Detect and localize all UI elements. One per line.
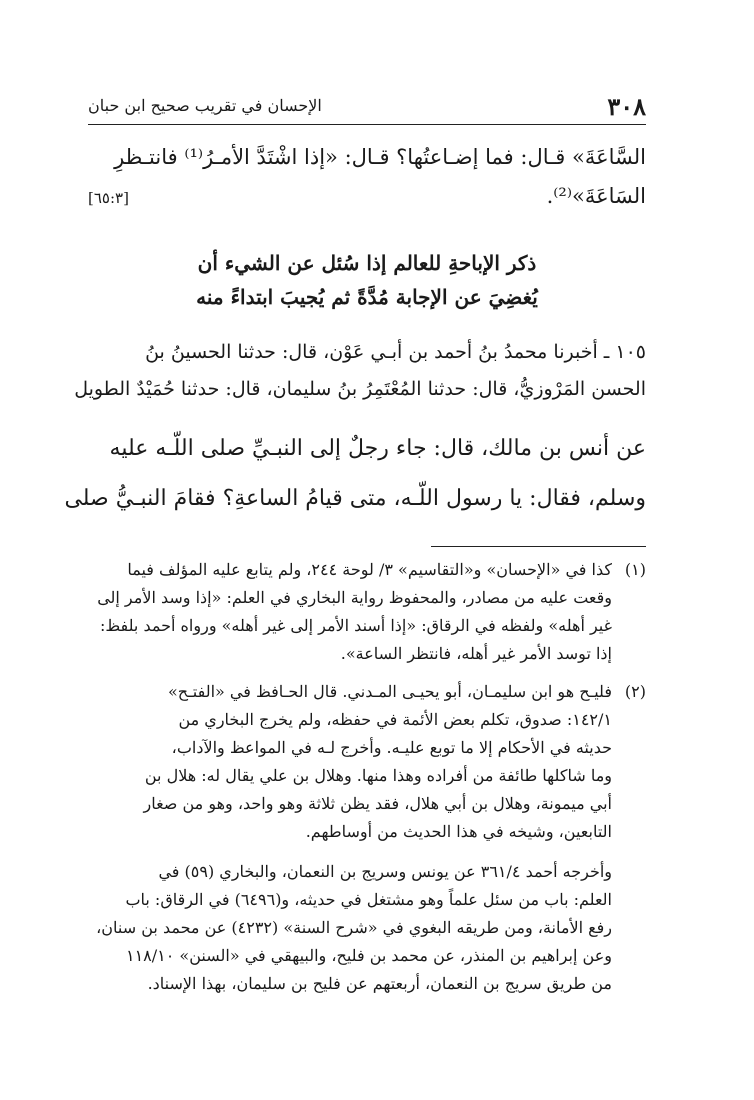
- footnote-2-line: وعن إبراهيم بن المنذر، عن محمد بن فليح، والبيهقي في «السنن» ١١٨/١٠: [125, 946, 612, 965]
- footnote-2: [88, 678, 646, 998]
- hadith-matn: [64, 424, 646, 524]
- footnote-1-line: إذا توسد الأمر غير أهله، فانتظر الساعة».: [340, 644, 612, 663]
- footnote-2-line: من طريق سريج بن النعمان، أربعتهم عن فليح بن سليمان، بهذا الإسناد.: [147, 974, 612, 993]
- header-divider: [88, 124, 646, 125]
- footnote-2-number: (٢): [624, 682, 646, 701]
- footnote-2-line: أبي ميمونة، وهلال بن أبي هلال، فقد يظن ثلاثة وهو واحد، وهو من صغار: [143, 794, 612, 813]
- footnote-divider: [431, 546, 646, 547]
- body-continuation: [88, 138, 646, 218]
- footnote-2-line: حديثه في الأحكام إلا ما توبع عليـه. وأخرج لـه في المواعظ والآداب،: [171, 738, 612, 757]
- footnote-2-line: رفع الأمانة، ومن طريقه البغوي في «شرح السنة» (٤٢٣٢) عن محمد بن سنان،: [96, 918, 612, 937]
- footnote-2-line: وما شاكلها طائفة من أفراده وهذا منها. وهلال بن علي يقال له: هلال بن: [144, 766, 612, 785]
- page-number: ٣٠٨: [607, 92, 646, 121]
- hadith-line-1: ١٠٥ ـ أخبرنا محمدُ بنُ أحمد بن أبـي عَوْن، قال: حدثنا الحسينُ بنُ: [145, 341, 646, 363]
- chapter-heading: [88, 246, 646, 314]
- footnote-1-line: كذا في «الإحسان» و«التقاسيم» ٣/ لوحة ٢٤٤، ولم يتابع عليه المؤلف فيما: [127, 560, 612, 579]
- footnote-1: [88, 556, 646, 668]
- chapter-heading-line-1: ذكر الإباحةِ للعالم إذا سُئل عن الشيء أن: [197, 251, 537, 275]
- hadith-line-3: عن أنس بن مالك، قال: جاء رجلٌ إلى النبـيِّ صلى اللّـه عليه: [109, 436, 646, 461]
- running-header: [88, 92, 646, 122]
- reference-marker: [٦٥:٣]: [88, 189, 129, 207]
- chapter-heading-line-2: يُغضِيَ عن الإجابة مُدَّةً ثم يُجيبَ ابتداءً منه: [196, 285, 538, 309]
- hadith-isnad: [74, 334, 646, 408]
- footnote-1-line: وقعت عليه من مصادر، والمحفوظ رواية البخاري في العلم: «إذا وسد الأمر إلى: [97, 588, 612, 607]
- body-line-1: السَّاعَةَ» قـال: فما إضـاعتُها؟ قـال: «إذا اشْتَدَّ الأمـرُ⁽¹⁾ فانتـظرِ: [114, 145, 646, 169]
- running-title: الإحسان في تقريب صحيح ابن حبان: [88, 96, 322, 115]
- footnote-2-line: العلم: باب من سئل علماً وهو مشتغل في حديثه، و(٦٤٩٦) في الرقاق: باب: [125, 890, 612, 909]
- body-line-2-text: السَاعَةَ»⁽²⁾.: [546, 184, 646, 208]
- footnote-2-line: التابعين، وشيخه في هذا الحديث من أوساطهم.: [305, 822, 612, 841]
- body-line-2: [88, 177, 646, 218]
- hadith-line-2: الحسن المَرْوزيُّ، قال: حدثنا المُعْتَمِرُ بنُ سليمان، قال: حدثنا حُمَيْدٌ الطويل: [74, 378, 646, 400]
- footnote-1-line: غير أهله» ولفظه في الرقاق: «إذا أسند الأمر إلى غير أهله» ورواه أحمد بلفظ:: [99, 616, 612, 635]
- footnotes: [88, 556, 646, 998]
- footnote-1-number: (١): [624, 560, 646, 579]
- hadith-line-4: وسلم، فقال: يا رسول اللّـه، متى قيامُ الساعةِ؟ فقامَ النبـيُّ صلى: [64, 486, 646, 511]
- footnote-2-line: فليـح هو ابن سليمـان، أبو يحيـى المـدني. قال الحـافظ في «الفتـح»: [167, 682, 612, 701]
- footnote-2-line: وأخرجه أحمد ٣٦١/٤ عن يونس وسريج بن النعمان، والبخاري (٥٩) في: [158, 862, 612, 881]
- footnote-2-line: ١٤٢/١: صدوق، تكلم بعض الأئمة في حفظه، ولم يخرج البخاري من: [178, 710, 612, 729]
